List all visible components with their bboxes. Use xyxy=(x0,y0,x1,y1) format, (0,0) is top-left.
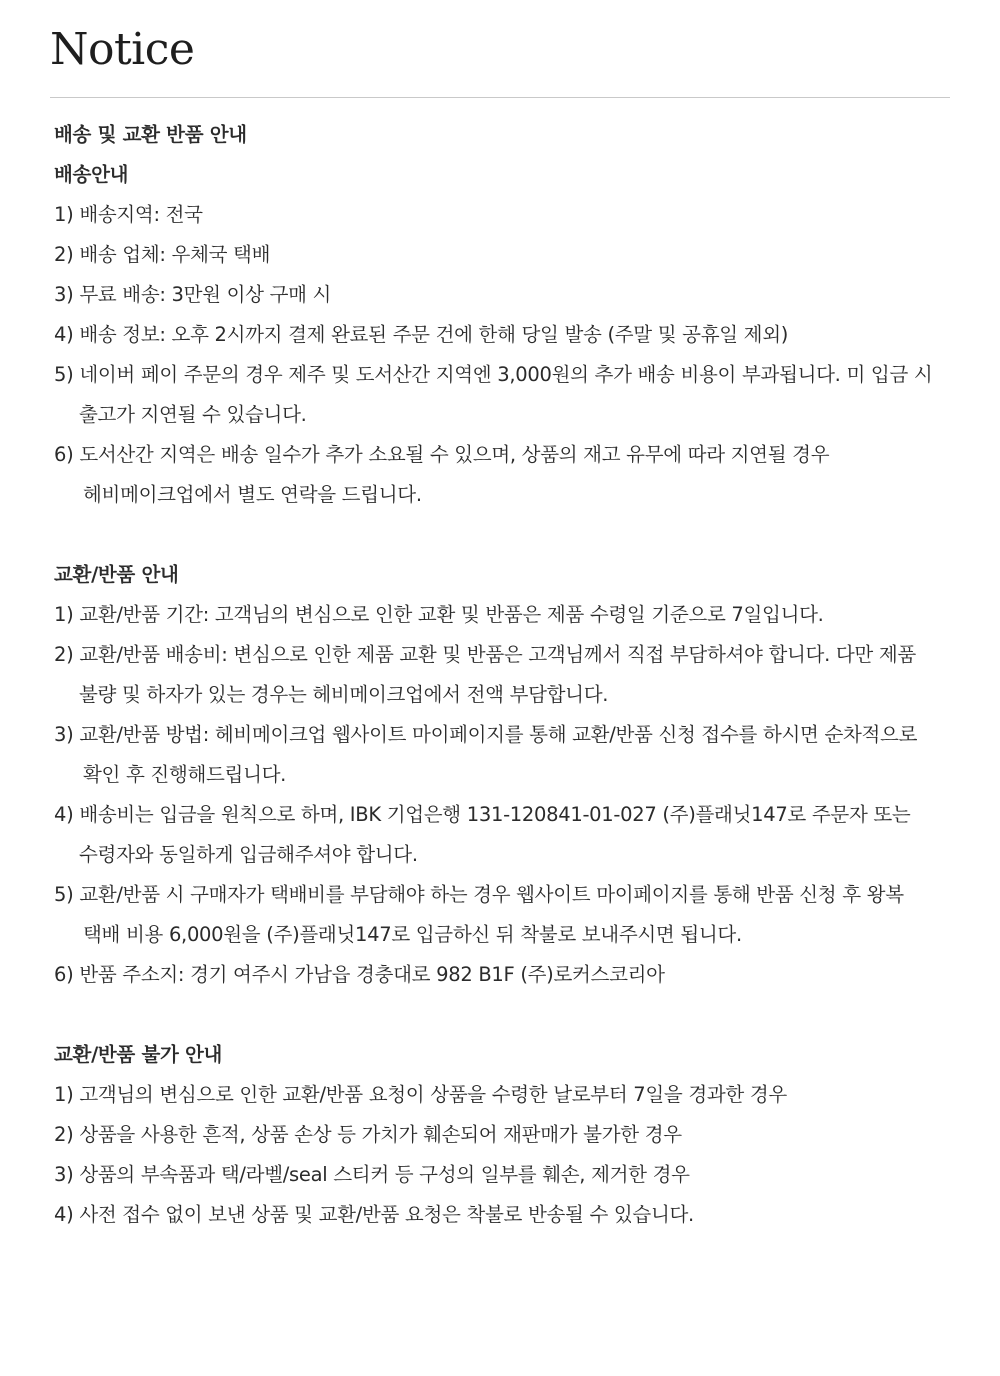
shipping-line-continued: 헤비메이크업에서 별도 연락을 드립니다. xyxy=(83,483,422,506)
exchange-line: 4) 배송비는 입금을 원칙으로 하며, IBK 기업은행 131-120841-01-027 (주)플래닛147로 주문자 또는 xyxy=(54,803,911,826)
not-allowed-line: 4) 사전 접수 없이 보낸 상품 및 교환/반품 요청은 착불로 반송될 수 있습니다. xyxy=(54,1203,694,1226)
shipping-line: 1) 배송지역: 전국 xyxy=(54,203,203,226)
not-allowed-line: 1) 고객님의 변심으로 인한 교환/반품 요청이 상품을 수령한 날로부터 7일을 경과한 경우 xyxy=(54,1083,787,1106)
section-spacer xyxy=(54,995,954,1035)
not-allowed-heading: 교환/반품 불가 안내 xyxy=(54,1043,223,1066)
title-divider xyxy=(50,97,950,98)
notice-content xyxy=(54,115,954,1235)
exchange-line-continued: 택배 비용 6,000원을 (주)플래닛147로 입금하신 뒤 착불로 보내주시면 됩니다. xyxy=(83,923,742,946)
shipping-line: 2) 배송 업체: 우체국 택배 xyxy=(54,243,271,266)
main-heading: 배송 및 교환 반품 안내 xyxy=(54,123,247,146)
exchange-line: 6) 반품 주소지: 경기 여주시 가남읍 경충대로 982 B1F (주)로커스코리아 xyxy=(54,963,665,986)
shipping-line-continued: 출고가 지연될 수 있습니다. xyxy=(79,403,307,426)
exchange-line-continued: 불량 및 하자가 있는 경우는 헤비메이크업에서 전액 부담합니다. xyxy=(79,683,609,706)
exchange-line: 5) 교환/반품 시 구매자가 택배비를 부담해야 하는 경우 웹사이트 마이페이지를 통해 반품 신청 후 왕복 xyxy=(54,883,904,906)
exchange-line-continued: 확인 후 진행해드립니다. xyxy=(83,763,287,786)
exchange-line-continued: 수령자와 동일하게 입금해주셔야 합니다. xyxy=(79,843,418,866)
shipping-line: 6) 도서산간 지역은 배송 일수가 추가 소요될 수 있으며, 상품의 재고 유무에 따라 지연될 경우 xyxy=(54,443,830,466)
exchange-heading: 교환/반품 안내 xyxy=(54,563,179,586)
shipping-heading: 배송안내 xyxy=(54,163,129,186)
shipping-line: 5) 네이버 페이 주문의 경우 제주 및 도서산간 지역엔 3,000원의 추가 배송 비용이 부과됩니다. 미 입금 시 xyxy=(54,363,933,386)
exchange-line: 3) 교환/반품 방법: 헤비메이크업 웹사이트 마이페이지를 통해 교환/반품 신청 접수를 하시면 순차적으로 xyxy=(54,723,918,746)
shipping-line: 3) 무료 배송: 3만원 이상 구매 시 xyxy=(54,283,332,306)
exchange-line: 1) 교환/반품 기간: 고객님의 변심으로 인한 교환 및 반품은 제품 수령일 기준으로 7일입니다. xyxy=(54,603,824,626)
not-allowed-line: 3) 상품의 부속품과 택/라벨/seal 스티커 등 구성의 일부를 훼손, 제거한 경우 xyxy=(54,1163,690,1186)
page-title: Notice xyxy=(50,24,195,75)
not-allowed-line: 2) 상품을 사용한 흔적, 상품 손상 등 가치가 훼손되어 재판매가 불가한 경우 xyxy=(54,1123,682,1146)
exchange-line: 2) 교환/반품 배송비: 변심으로 인한 제품 교환 및 반품은 고객님께서 직접 부담하셔야 합니다. 다만 제품 xyxy=(54,643,916,666)
shipping-line: 4) 배송 정보: 오후 2시까지 결제 완료된 주문 건에 한해 당일 발송 (주말 및 공휴일 제외) xyxy=(54,323,789,346)
section-spacer xyxy=(54,515,954,555)
